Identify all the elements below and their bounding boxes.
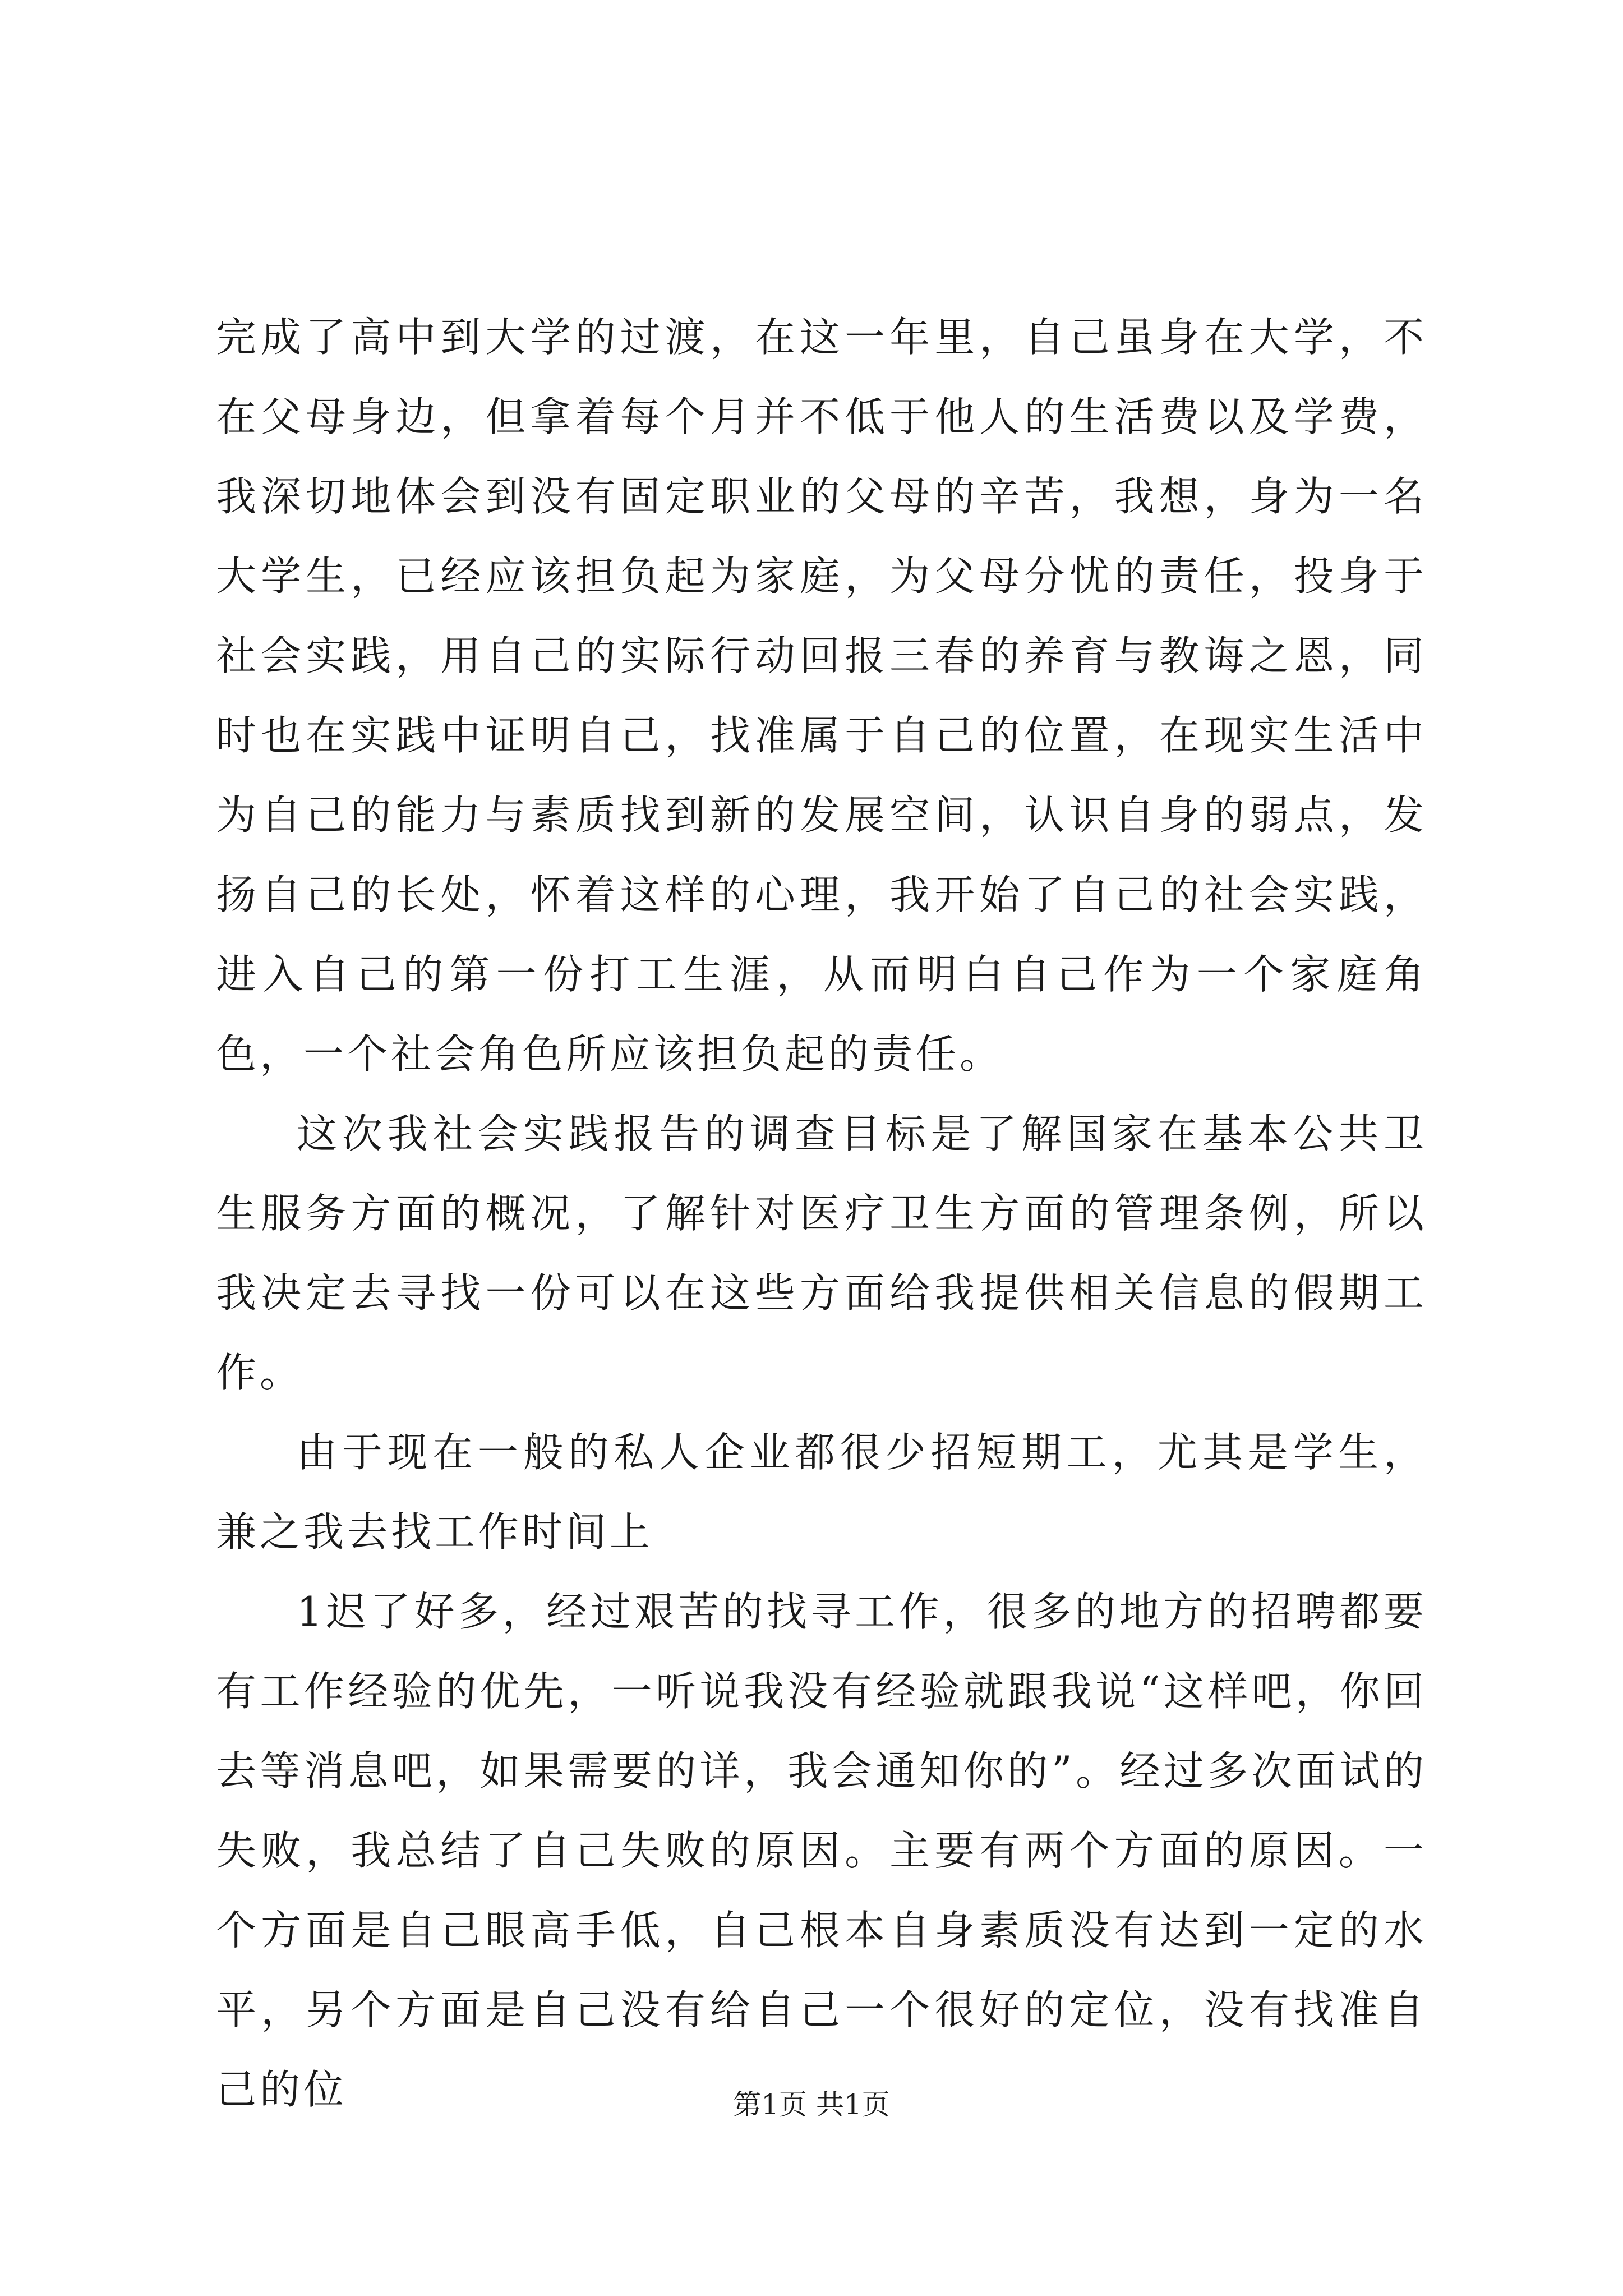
- page-footer: 第1页 共1页: [733, 2088, 890, 2121]
- paragraph-2: 这次我社会实践报告的调查目标是了解国家在基本公共卫生服务方面的概况，了解针对医疗卫生方面的管理条例，所以我决定去寻找一份可以在这些方面给我提供相关信息的假期工作。: [216, 1110, 1427, 1396]
- paragraph-1: 完成了高中到大学的过渡，在这一年里，自己虽身在大学，不在父母身边，但拿着每个月并不低于他人的生活费以及学费，我深切地体会到没有固定职业的父母的辛苦，我想，身为一名大学生，已经应该担负起为家庭，为父母分忧的责任，投身于社会实践，用自己的实际行动回报三春的养育与教诲之恩，同时也在实践中证明自己，找准属于自己的位置，在现实生活中为自己的能力与素质找到新的发展空间，认识自身的弱点，发扬自己的长处，怀着这样的心理，我开始了自己的社会实践，进入自己的第一份打工生涯，从而明白自己作为一个家庭角色，一个社会角色所应该担负起的责任。: [216, 314, 1427, 1078]
- document-body: [216, 297, 1427, 2129]
- paragraph-3: 由于现在一般的私人企业都很少招短期工，尤其是学生，兼之我去找工作时间上: [216, 1429, 1427, 1556]
- paragraph-4: 1迟了好多，经过艰苦的找寻工作，很多的地方的招聘都要有工作经验的优先，一听说我没有经验就跟我说“这样吧，你回去等消息吧，如果需要的详，我会通知你的”。经过多次面试的失败，我总结了自己失败的原因。主要有两个方面的原因。一个方面是自己眼高手低，自己根本自身素质没有达到一定的水平，另个方面是自己没有给自己一个很好的定位，没有找准自己的位: [216, 1588, 1427, 2113]
